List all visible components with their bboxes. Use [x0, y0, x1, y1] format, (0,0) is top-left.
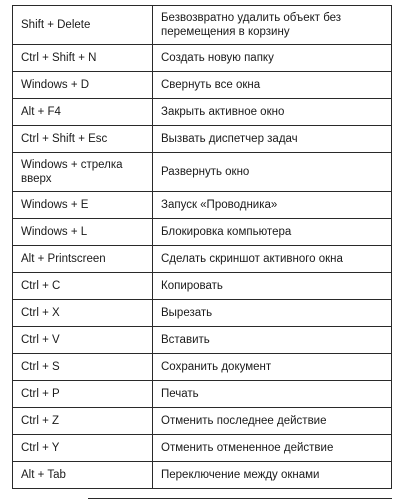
table-row — [13, 126, 392, 153]
shortcut-action: Сделать скриншот активного окна — [153, 246, 392, 273]
shortcut-keys: Windows + D — [13, 72, 153, 99]
shortcut-keys: Windows + L — [13, 219, 153, 246]
shortcut-action: Сохранить документ — [153, 354, 392, 381]
bottom-divider — [88, 498, 392, 499]
table-row — [13, 45, 392, 72]
table-row — [13, 300, 392, 327]
shortcut-keys: Ctrl + Z — [13, 408, 153, 435]
shortcut-action: Вставить — [153, 327, 392, 354]
shortcut-keys: Ctrl + C — [13, 273, 153, 300]
table-row — [13, 246, 392, 273]
shortcut-keys: Ctrl + Shift + Esc — [13, 126, 153, 153]
table-row — [13, 327, 392, 354]
shortcut-action: Создать новую папку — [153, 45, 392, 72]
shortcut-keys: Windows + E — [13, 192, 153, 219]
shortcut-keys: Alt + Printscreen — [13, 246, 153, 273]
shortcut-keys: Ctrl + V — [13, 327, 153, 354]
shortcut-action: Отменить отмененное действие — [153, 435, 392, 462]
shortcut-action: Переключение между окнами — [153, 462, 392, 489]
shortcut-keys: Ctrl + P — [13, 381, 153, 408]
table-row — [13, 72, 392, 99]
table-row — [13, 153, 392, 192]
shortcut-action: Блокировка компьютера — [153, 219, 392, 246]
shortcut-action: Вырезать — [153, 300, 392, 327]
shortcut-action: Вызвать диспетчер задач — [153, 126, 392, 153]
shortcut-keys: Windows + стрелка вверх — [13, 153, 153, 192]
table-row — [13, 192, 392, 219]
shortcut-action: Отменить последнее действие — [153, 408, 392, 435]
shortcut-keys: Ctrl + Y — [13, 435, 153, 462]
shortcut-action: Развернуть окно — [153, 153, 392, 192]
table-row — [13, 408, 392, 435]
table-row — [13, 99, 392, 126]
shortcut-keys: Alt + Tab — [13, 462, 153, 489]
table-row — [13, 435, 392, 462]
shortcut-keys: Ctrl + X — [13, 300, 153, 327]
shortcut-action: Печать — [153, 381, 392, 408]
table-row — [13, 354, 392, 381]
shortcut-action: Безвозвратно удалить объект без перемещения в корзину — [153, 6, 392, 45]
shortcut-action: Запуск «Проводника» — [153, 192, 392, 219]
shortcut-action: Закрыть активное окно — [153, 99, 392, 126]
shortcut-keys: Shift + Delete — [13, 6, 153, 45]
table-row — [13, 381, 392, 408]
shortcut-action: Свернуть все окна — [153, 72, 392, 99]
shortcut-keys: Ctrl + Shift + N — [13, 45, 153, 72]
table-row — [13, 6, 392, 45]
shortcut-keys: Ctrl + S — [13, 354, 153, 381]
table-row — [13, 462, 392, 489]
shortcut-action: Копировать — [153, 273, 392, 300]
shortcut-keys: Alt + F4 — [13, 99, 153, 126]
shortcuts-table-body — [13, 6, 392, 489]
table-row — [13, 273, 392, 300]
table-row — [13, 219, 392, 246]
shortcuts-table — [12, 5, 392, 489]
